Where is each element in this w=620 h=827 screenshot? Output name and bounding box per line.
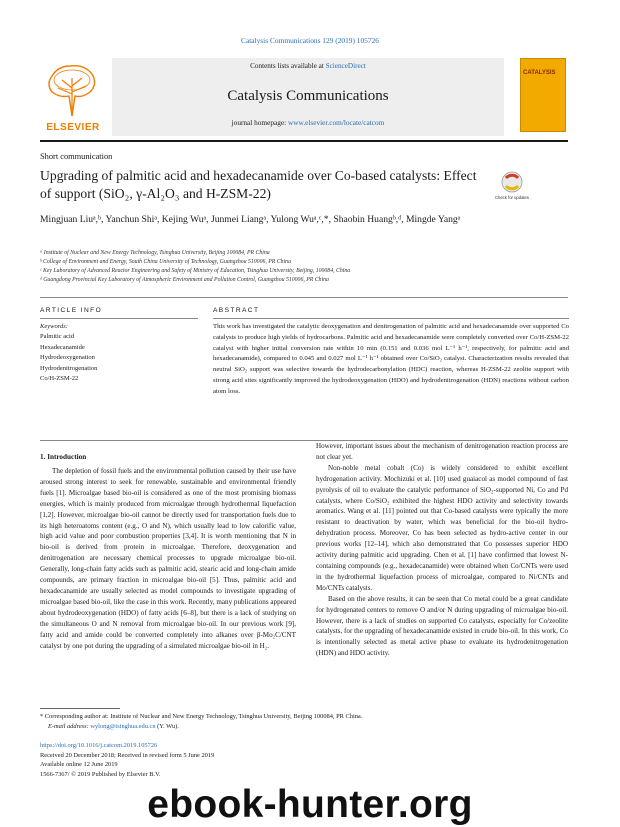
- contents-line: [112, 62, 504, 70]
- keyword-item: Hexadecanamide: [40, 343, 85, 351]
- intro-left-column: [40, 466, 296, 651]
- received-dates: Received 20 December 2018; Received in revised form 5 June 2019: [40, 751, 215, 759]
- author-list: Mingjuan Liuᵃ,ᵇ, Yanchun Shiᵃ, Kejing Wuᵃ, Junmei Liangᵃ, Yulong Wuᵃ,ᶜ,*, Shaobin Huangᵇ,ᵈ, Mingde Yangᵃ: [40, 214, 461, 225]
- footnote-rule: [40, 708, 120, 709]
- email-suffix: (Y. Wu).: [155, 723, 179, 730]
- affiliation-d: ᵈ Guangdong Provincial Key Laboratory of Atmospheric Environment and Pollution Control, Guangzhou 510006, PR China: [40, 277, 329, 283]
- check-updates-label: Check for updates: [495, 195, 529, 200]
- section-heading-introduction: 1. Introduction: [40, 453, 87, 461]
- paragraph: However, important issues about the mechanism of denitrogenation reaction process are not clear yet.: [316, 442, 568, 461]
- affiliation-c: ᶜ Key Laboratory of Advanced Reactor Engineering and Safety of Ministry of Education, Tsinghua University, Beijing, 100084, China: [40, 268, 351, 274]
- publisher-wordmark: ELSEVIER: [46, 122, 100, 133]
- article-title: Upgrading of palmitic acid and hexadecanamide over Co-based catalysts: Effect of support (SiO₂, γ-Al₂O₃ and H-ZSM-22): [40, 168, 477, 201]
- article-info-heading: ARTICLE INFO: [40, 307, 103, 314]
- email-label: E-mail address:: [48, 723, 91, 730]
- watermark: ebook-hunter.org: [147, 783, 473, 826]
- keyword-item: Co/H-ZSM-22: [40, 375, 79, 382]
- homepage-prefix: journal homepage:: [231, 118, 288, 127]
- keywords-label: Keywords:: [40, 323, 68, 330]
- affiliation-a: ᵃ Institute of Nuclear and New Energy Technology, Tsinghua University, Beijing 100084, PR China: [40, 250, 270, 256]
- abstract-text: This work has investigated the catalytic deoxygenation and denitrogenation of palmitic acid and hexadecanamide over supported Co catalysts to produce high yields of hydrocarbons. Palmitic acid and hexadecanamide were completely converted over Co/H-ZSM-22 catalyst with higher initial conversion rate within 10 min (0.151 and 0.036 mol L⁻¹ h⁻¹, respectively, for palmitic acid and hexadecanamide), compared to 0.045 and 0.027 mol L⁻¹ h⁻¹ obtained over Co/SiO₂ catalyst. Characterization results revealed that neutral SiO₂ support was selective towards the hydrodecarbonylation (HDC) reaction, whereas H-ZSM-22 zeolite support with strong acid sites significantly improved the hydrodeoxygenation (HDO) and hydrodenitrogenation (HDN) reactions without carbon atom loss.: [213, 323, 569, 395]
- intro-right-column: [316, 441, 568, 659]
- journal-reference[interactable]: Catalysis Communications 129 (2019) 105726: [241, 36, 379, 45]
- doi-link[interactable]: https://doi.org/10.1016/j.catcom.2019.105726: [40, 742, 158, 749]
- sciencedirect-link[interactable]: ScienceDirect: [325, 62, 366, 70]
- journal-homepage: [112, 118, 504, 127]
- paragraph: Based on the above results, it can be seen that Co metal could be a great candidate for hydrogenated centers to remove O and/or N during upgrading of microalgae bio-oil. However, there is a lack of studies on supported Co catalysts, especially for Co/zeolite catalysts, for the upgrading of hexadecanamide existed in crude bio-oil. In this work, Co is intentionally selected as metal active phase to evaluate its hydrodenitrogenation (HDN) and HDO activity.: [316, 594, 568, 658]
- online-date: Available online 12 June 2019: [40, 761, 118, 768]
- affiliation-b: ᵇ College of Environment and Energy, South China University of Technology, Guangzhou 510006, PR China: [40, 259, 291, 265]
- contents-prefix: Contents lists available at: [250, 62, 326, 70]
- header-rule: [40, 140, 568, 142]
- paragraph: Non-noble metal cobalt (Co) is widely considered to exhibit excellent hydrogenation activity. Mochizuki et al. [10] used guaiacol as model compound of fast pyrolysis of oil to evaluate the catalytic performance of SiO₂-supported Ni, Co and Pd catalysts, where Co/SiO₂ exhibited the highest HDO activity and selectivity towards aromatics. Wang et al. [11] pointed out that Co-based catalysts were typically the more resistant to deactivation by water, which was beneficial for the bio-oil hydro-dehydration process. Moreover, Co has been selected as hydro-active center in our previous works [12–14], which also demonstrated that Co possesses superior HDO activity during palmitic acid upgrading. Chen et al. [1] have confirmed that lowest N-containing compounds (e.g., hexadecanamide) were obtained when Co/CNTs were used in the hydrothermal liquefaction process of microalgae, compared to Ni/CNTs and Mo/CNTs catalysts.: [316, 463, 568, 592]
- keyword-item: Hydrodenitrogenation: [40, 364, 98, 372]
- copyright-line: 1566-7367/ © 2019 Published by Elsevier B.V.: [40, 770, 161, 778]
- journal-title: Catalysis Communications: [227, 88, 389, 104]
- cover-title: CATALYSIS: [523, 70, 556, 76]
- check-updates-badge[interactable]: [497, 170, 527, 206]
- keyword-item: Hydrodeoxygenation: [40, 354, 95, 361]
- corresponding-author-note: * Corresponding author at: Institute of Nuclear and New Energy Technology, Tsinghua University, Beijing 100084, PR China.: [40, 713, 363, 720]
- elsevier-tree-logo: [40, 58, 104, 132]
- email-link[interactable]: wylong@tsinghua.edu.cn: [90, 723, 156, 730]
- abstract-rule: [213, 318, 569, 319]
- abstract-heading: ABSTRACT: [213, 307, 260, 314]
- affiliations-rule: [40, 297, 568, 298]
- email-line: [40, 722, 568, 731]
- article-type: Short communication: [40, 152, 113, 161]
- article-info-rule: [40, 318, 198, 319]
- homepage-link[interactable]: www.elsevier.com/locate/catcom: [287, 118, 385, 127]
- paragraph: The depletion of fossil fuels and the environmental pollution caused by their use have aroused strong interest to seek for renewable, sustainable and environmental friendly fuels [1]. Microalgae based bio-oil is considered as one of the most promising biomass energies, which is mainly produced from microalgae through hydrothermal liquefaction [1,2]. However, microalgae bio-oil cannot be directly used for transportation fuels due to its high heteroatoms content (e.g., O and N), which usually lead to low calorific value, high acid value and poor combustion properties [3,4]. It is worth mentioning that N in bio-oil is derived from protein in microalgae. Therefore, deoxygenation and denitrogenation are necessary chemical processes to upgrade microalgae bio-oil. Generally, long-chain fatty acids such as palmitic acid, stearic acid and long-chain amide compounds, are primary fraction in microalgae bio-oil [5]. Thus, palmitic acid and hexadecanamide are usually selected as model compounds to investigate upgrading of microalgae based bio-oil, like the case in this work. Recently, many publications appeared about hydrodeoxygenation (HDO) of fatty acids [6–8], but there is a lack of studying on the simultaneous O and N removal from microalgae bio-oil. In our previous work [9], fatty acid and amide could be converted completely into alkanes over β-Mo₂C/CNT catalyst by one pot during the upgrading of a simulated microalgae bio-oil in H₂.: [40, 467, 296, 650]
- check-updates-icon: [497, 170, 527, 206]
- keyword-item: Palmitic acid: [40, 333, 75, 340]
